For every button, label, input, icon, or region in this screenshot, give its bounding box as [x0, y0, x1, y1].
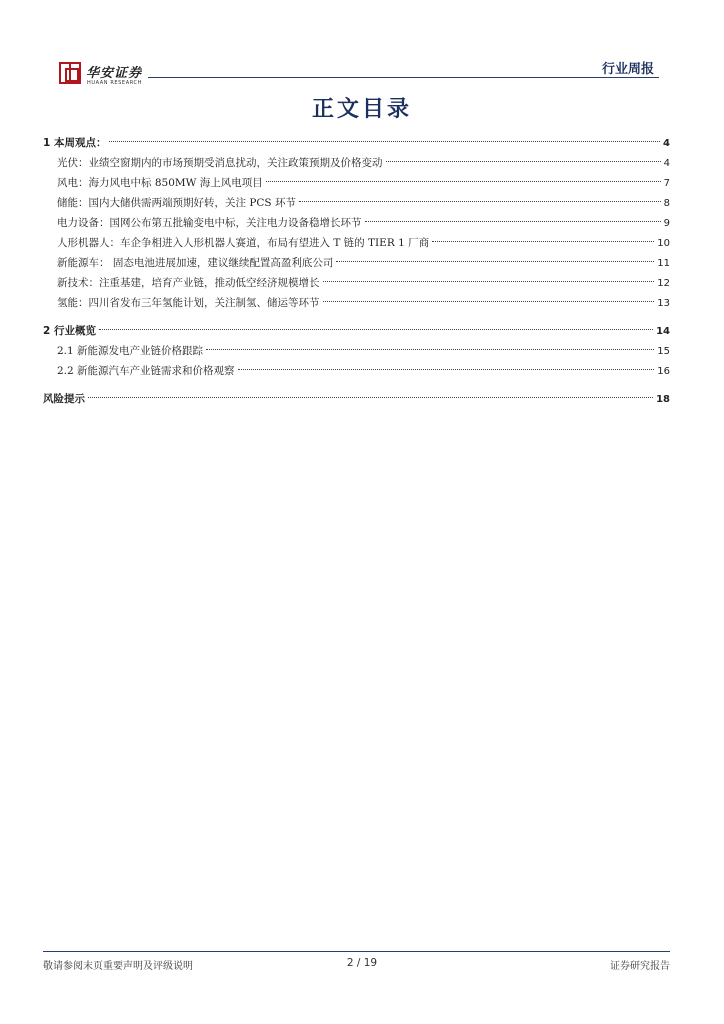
- toc-entry-page: 7: [663, 178, 670, 189]
- toc-leader-dots: [386, 161, 661, 162]
- toc-entry-page: 12: [657, 278, 670, 289]
- toc-entry-label: 氢能：四川省发布三年氢能计划，关注制氢、储运等环节: [57, 297, 320, 309]
- page-header: [0, 0, 724, 90]
- toc-entry[interactable]: [43, 389, 670, 409]
- toc-entry-page: 4: [663, 158, 670, 169]
- toc-entry[interactable]: [43, 361, 670, 381]
- toc-entry-page: 16: [657, 366, 670, 377]
- brand-name-cn: 华安证券: [86, 66, 143, 81]
- table-of-contents: [43, 133, 670, 409]
- toc-leader-dots: [365, 221, 661, 222]
- toc-entry[interactable]: [43, 233, 670, 253]
- toc-entry-label: 新能源车： 固态电池进展加速，建议继续配置高盈利底公司: [57, 257, 334, 269]
- toc-entry[interactable]: [43, 193, 670, 213]
- toc-entry-page: 13: [657, 298, 670, 309]
- toc-entry-label: 新技术：注重基建，培育产业链，推动低空经济规模增长: [57, 277, 320, 289]
- toc-leader-dots: [323, 301, 655, 302]
- toc-leader-dots: [99, 329, 653, 330]
- toc-leader-dots: [266, 181, 661, 182]
- footer-doc-type: 证券研究报告: [610, 961, 670, 972]
- toc-title: 正文目录: [311, 96, 412, 122]
- toc-entry-label: 2.1 新能源发电产业链价格跟踪: [57, 345, 204, 357]
- toc-entry-page: 9: [663, 218, 670, 229]
- toc-entry-page: 8: [663, 198, 670, 209]
- toc-entry-page: 11: [657, 258, 670, 269]
- header-divider: [148, 77, 659, 78]
- toc-entry[interactable]: [43, 153, 670, 173]
- toc-entry-label: 储能：国内大储供需两端预期好转，关注 PCS 环节: [57, 197, 296, 209]
- toc-entry-page: 14: [656, 326, 670, 337]
- footer-disclaimer: 敬请参阅末页重要声明及评级说明: [43, 961, 193, 972]
- brand-name-en: HUAAN RESEARCH: [87, 80, 142, 86]
- toc-leader-dots: [432, 241, 654, 242]
- toc-entry[interactable]: [43, 173, 670, 193]
- huaan-logo-icon: [59, 62, 81, 84]
- toc-entry[interactable]: [43, 273, 670, 293]
- toc-entry-label: 电力设备：国网公布第五批输变电中标，关注电力设备稳增长环节: [57, 217, 362, 229]
- toc-entry-label: 2 行业概览: [43, 325, 96, 337]
- toc-entry-page: 10: [657, 238, 670, 249]
- toc-entry[interactable]: [43, 133, 670, 153]
- footer-divider: [43, 951, 670, 952]
- report-type-label: 行业周报: [601, 62, 654, 77]
- toc-entry-page: 4: [663, 138, 670, 149]
- toc-leader-dots: [336, 261, 654, 262]
- toc-entry-label: 光伏：业绩空窗期内的市场预期受消息扰动，关注政策预期及价格变动: [57, 157, 383, 169]
- toc-entry-label: 2.2 新能源汽车产业链需求和价格观察: [57, 365, 235, 377]
- toc-entry[interactable]: [43, 253, 670, 273]
- toc-leader-dots: [109, 141, 660, 142]
- page-number: 2 / 19: [346, 957, 378, 969]
- toc-leader-dots: [206, 349, 654, 350]
- toc-entry[interactable]: [43, 293, 670, 313]
- toc-entry-label: 风电：海力风电中标 850MW 海上风电项目: [57, 177, 263, 189]
- toc-leader-dots: [323, 281, 655, 282]
- toc-entry-page: 15: [657, 346, 670, 357]
- toc-entry-page: 18: [656, 394, 670, 405]
- toc-entry[interactable]: [43, 321, 670, 341]
- toc-leader-dots: [238, 369, 655, 370]
- toc-entry-label: 1 本周观点：: [43, 137, 107, 149]
- toc-leader-dots: [88, 397, 653, 398]
- toc-entry-label: 风险提示: [43, 393, 85, 405]
- toc-entry-label: 人形机器人：车企争相进入人形机器人赛道，布局有望进入 T 链的 TIER 1 厂商: [57, 237, 430, 249]
- toc-leader-dots: [299, 201, 661, 202]
- toc-entry[interactable]: [43, 341, 670, 361]
- toc-entry[interactable]: [43, 213, 670, 233]
